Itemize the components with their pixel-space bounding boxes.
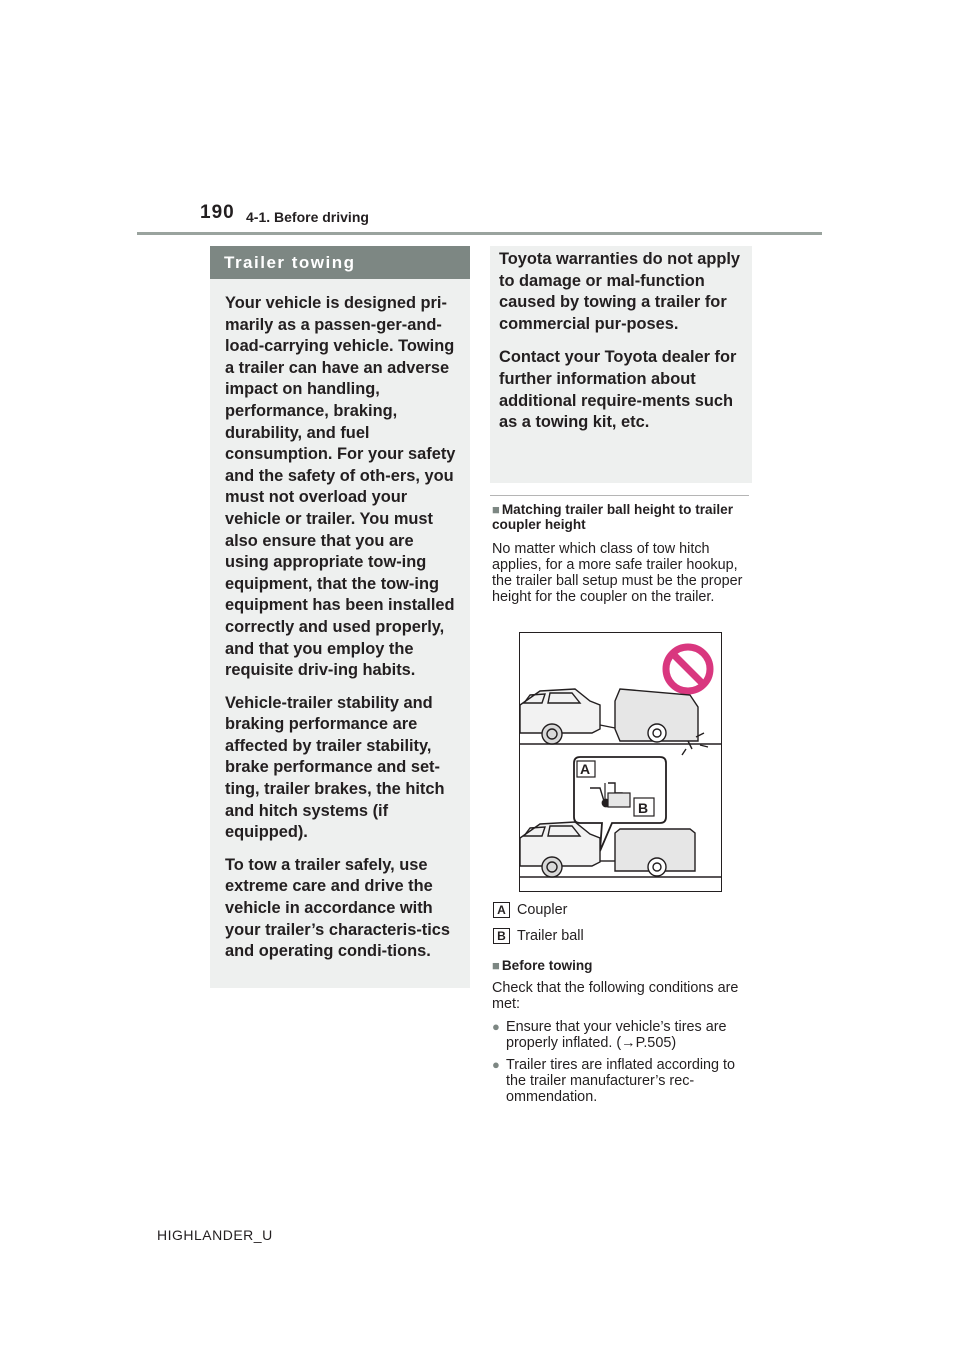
footer-model: HIGHLANDER_U <box>157 1227 273 1243</box>
trailer-towing-body <box>210 279 470 988</box>
trailer-towing-paragraph: To tow a trailer safely, use extreme care and drive the vehicle in accordance with your trailer’s characteris-tics and operating condi-tions. <box>225 855 451 961</box>
list-item: ● Ensure that your vehicle’s tires are properly inflated. (→P.505) <box>492 1019 727 1051</box>
trailer-hitch-figure <box>519 632 722 892</box>
incorrect-hookup-scene <box>520 689 721 755</box>
page-number: 190 <box>200 202 235 223</box>
prohibition-icon <box>666 647 710 691</box>
header-divider <box>137 232 822 235</box>
square-bullet-icon: ■ <box>492 958 500 973</box>
section-divider <box>490 495 749 496</box>
callout-label-a: A <box>580 761 591 777</box>
matching-body: No matter which class of tow hitch applies, for a more safe trailer hookup, the trailer ball setup must be the proper height for the coupler on the trailer. <box>492 541 743 605</box>
dealer-paragraph: Contact your Toyota dealer for further information about additional require-ments such as a towing kit, etc. <box>499 348 737 432</box>
legend-key-b: B <box>493 928 510 944</box>
square-bullet-icon: ■ <box>492 502 500 517</box>
bullet-dot-icon: ● <box>492 1019 500 1034</box>
trailer-towing-title: Trailer towing <box>210 246 470 279</box>
before-towing-heading: ■ Before towing <box>492 958 593 973</box>
legend-row-trailer-ball <box>493 928 584 944</box>
trailer-towing-box <box>210 246 470 988</box>
trailer-towing-paragraph: Vehicle-trailer stability and braking performance are affected by trailer stability, brake performance and set-ting, trailer brakes, the hitch and hitch systems (if equipped). <box>225 693 445 842</box>
legend-row-coupler <box>493 902 567 918</box>
before-towing-intro: Check that the following conditions are met: <box>492 980 739 1012</box>
correct-hookup-scene <box>520 822 721 877</box>
warranty-box <box>490 246 752 483</box>
list-item: ● Trailer tires are inflated according to the trailer manufacturer’s rec-ommendation. <box>492 1057 736 1105</box>
section-title: 4-1. Before driving <box>246 209 369 225</box>
callout-label-b: B <box>638 800 649 816</box>
legend-label: Coupler <box>517 902 568 918</box>
warranty-box-wrapper <box>490 246 752 483</box>
warranty-paragraph: Toyota warranties do not apply to damage or mal-function caused by towing a trailer for commercial pur-poses. <box>499 250 741 333</box>
matching-heading: ■ Matching trailer ball height to trailer coupler height <box>492 502 733 532</box>
hitch-illustration <box>520 633 721 891</box>
trailer-towing-paragraph: Your vehicle is designed pri-marily as a passen-ger-and-load-carrying vehicle. Towing a trailer can have an adverse impact on handling, performance, braking, durability, and fuel consumption. For your safety and the safety of oth-ers, you must not overload your vehicle or trailer. You must also ensure that you are using appropriate tow-ing equipment, that the tow-ing equipment has been installed correctly and used properly, and that you employ the requisite driv-ing habits. <box>225 294 456 680</box>
bullet-dot-icon: ● <box>492 1057 500 1072</box>
legend-key-a: A <box>493 902 510 918</box>
legend-label: Trailer ball <box>517 928 584 944</box>
